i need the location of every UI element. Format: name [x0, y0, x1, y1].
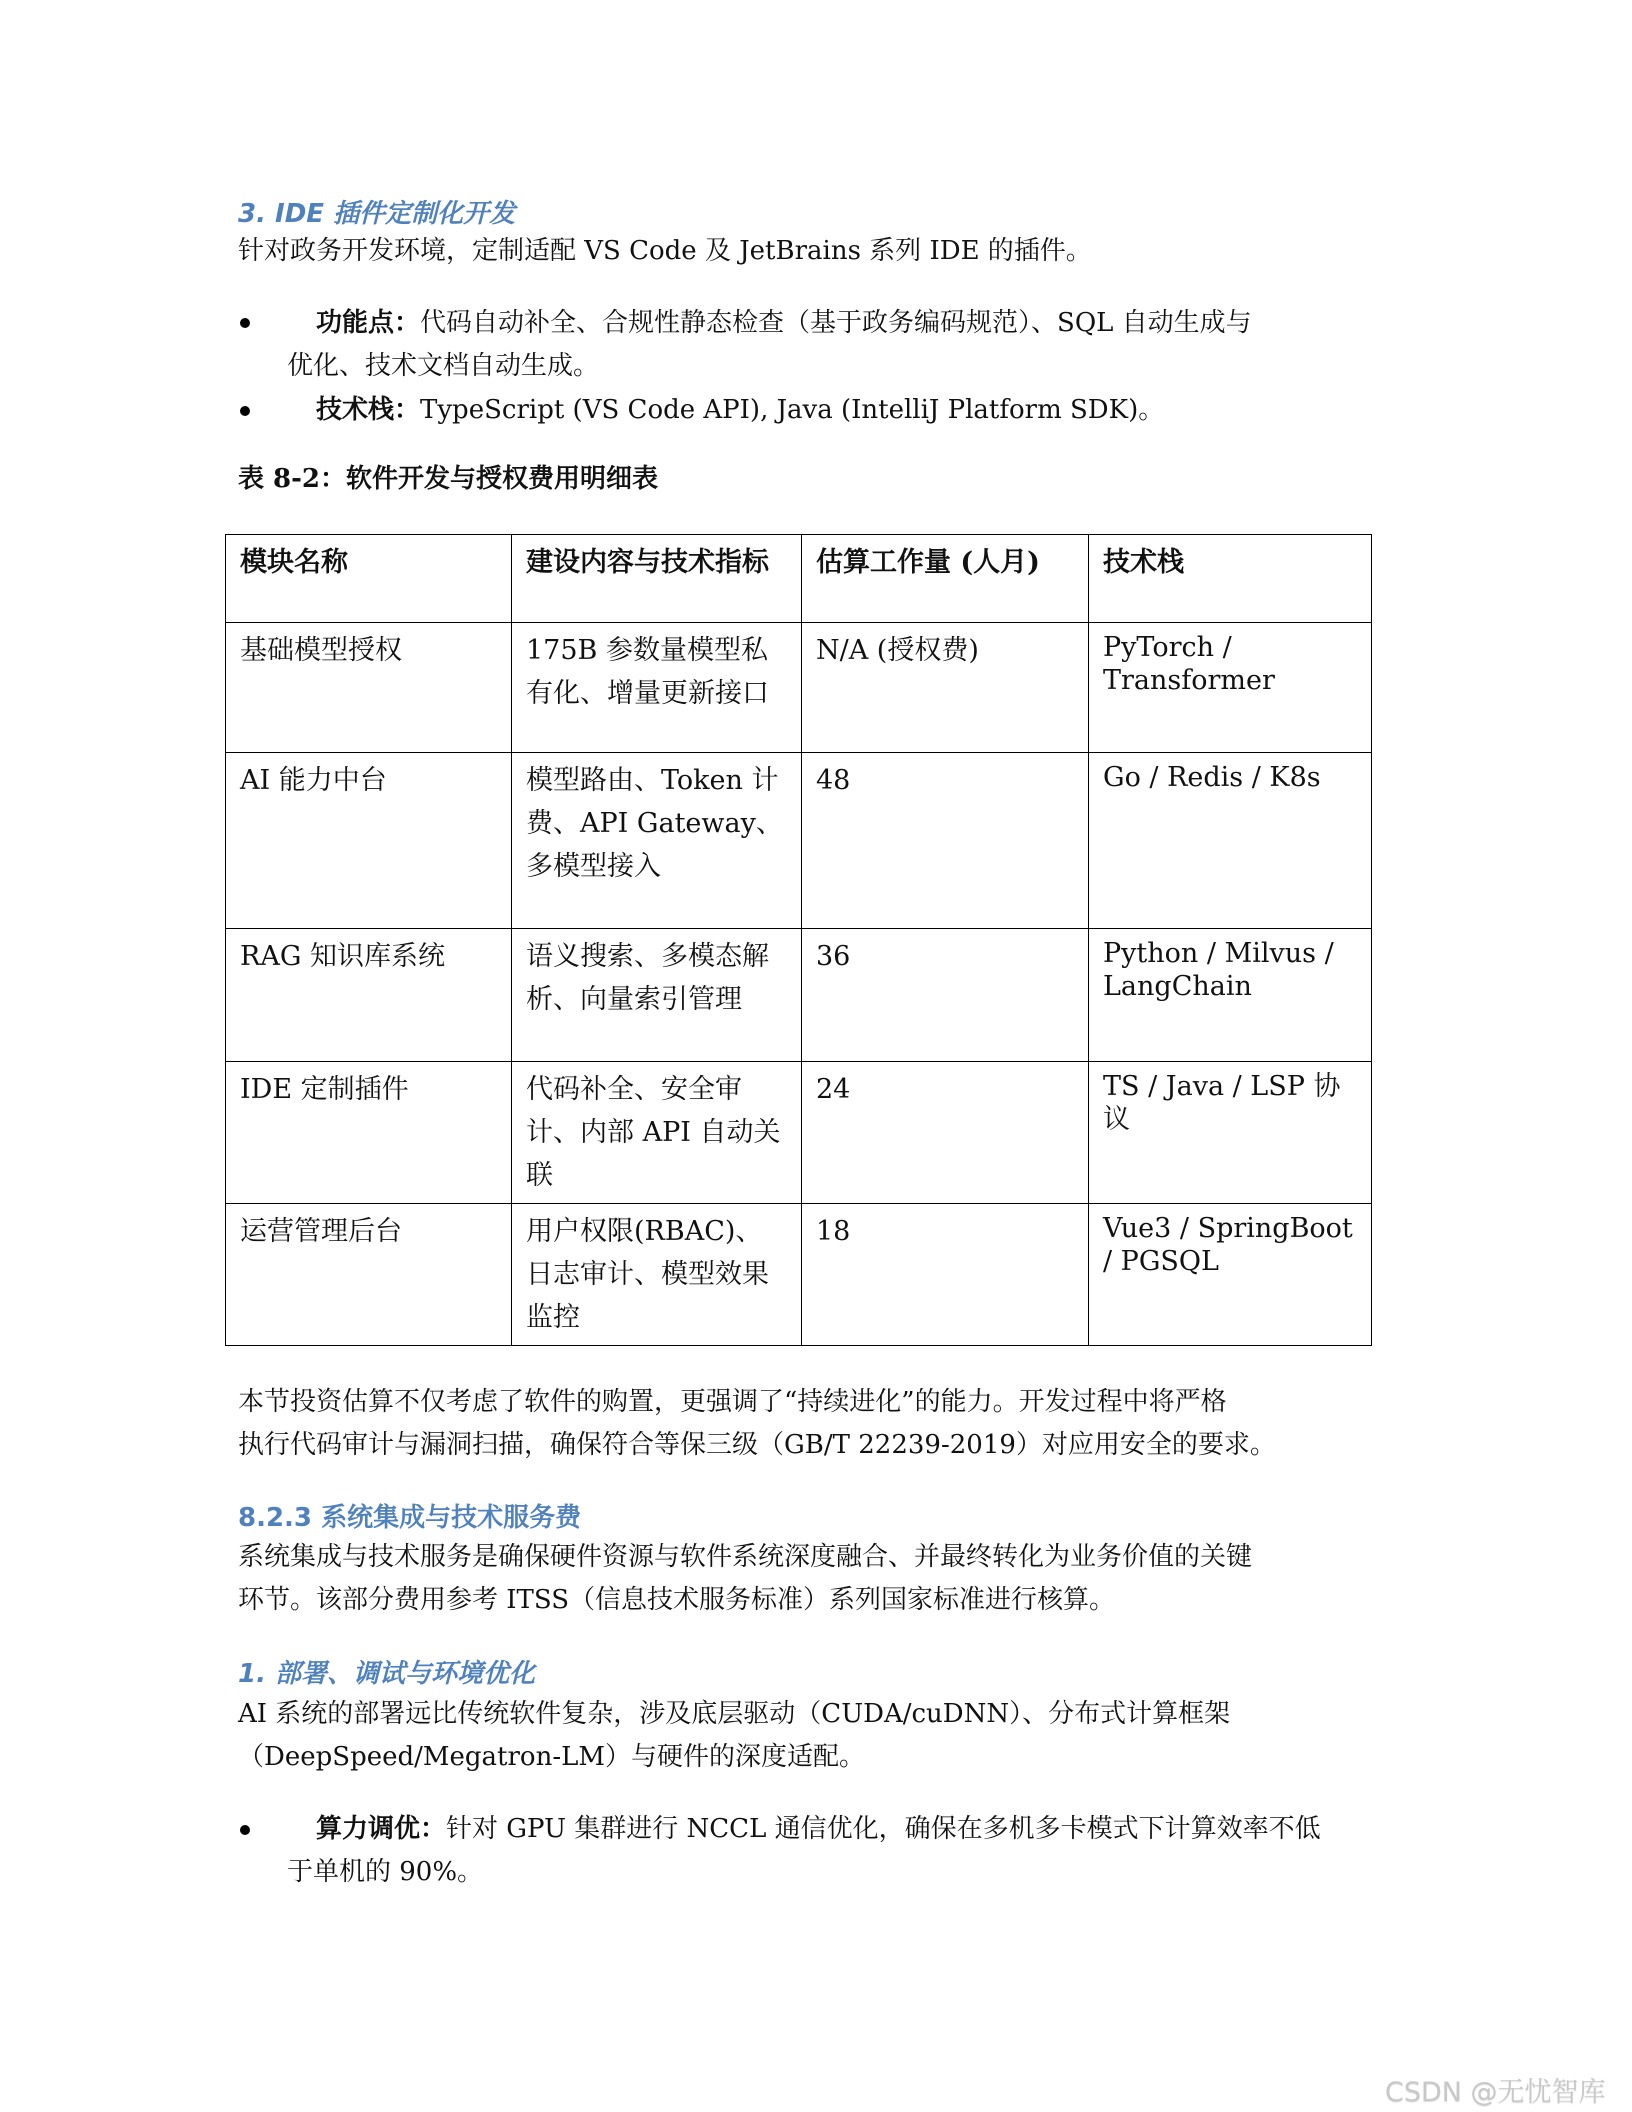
- bullet-text: 代码自动补全、合规性静态检查（基于政务编码规范）、SQL 自动生成与: [420, 308, 1252, 338]
- header-module: 模块名称: [226, 535, 512, 623]
- deployment-line1: AI 系统的部署远比传统软件复杂，涉及底层驱动（CUDA/cuDNN）、分布式计算框架: [238, 1699, 1231, 1729]
- cell-effort: N/A (授权费): [802, 623, 1089, 753]
- cell-stack: TS / Java / LSP 协议: [1089, 1062, 1372, 1204]
- bullet-label: 技术栈：: [316, 395, 421, 425]
- cell-module: 基础模型授权: [226, 623, 512, 753]
- cell-content: 模型路由、Token 计费、API Gateway、多模型接入: [512, 753, 802, 929]
- table-caption: 表 8-2：软件开发与授权费用明细表: [238, 464, 659, 494]
- cell-stack: Go / Redis / K8s: [1089, 753, 1372, 929]
- cell-stack: Vue3 / SpringBoot / PGSQL: [1089, 1204, 1372, 1346]
- section-heading-8-2-3: 8.2.3 系统集成与技术服务费: [238, 1503, 582, 1533]
- section-8-2-3-line1: 系统集成与技术服务是确保硬件资源与软件系统深度融合、并最终转化为业务价值的关键: [238, 1542, 1253, 1572]
- section-8-2-3-line2: 环节。该部分费用参考 ITSS（信息技术服务标准）系列国家标准进行核算。: [238, 1585, 1116, 1615]
- cell-content: 175B 参数量模型私有化、增量更新接口: [512, 623, 802, 753]
- cell-content: 用户权限(RBAC)、日志审计、模型效果监控: [512, 1204, 802, 1346]
- table-row: [226, 753, 1372, 929]
- cell-stack: Python / Milvus / LangChain: [1089, 929, 1372, 1062]
- cell-content: 代码补全、安全审计、内部 API 自动关联: [512, 1062, 802, 1204]
- table-header-row: [226, 535, 1372, 623]
- table-row: [226, 1204, 1372, 1346]
- bullet-text: TypeScript (VS Code API), Java (IntelliJ Platform SDK)。: [420, 395, 1165, 425]
- header-effort: 估算工作量 (人月): [802, 535, 1089, 623]
- cell-stack: PyTorch / Transformer: [1089, 623, 1372, 753]
- bullet-text: 针对 GPU 集群进行 NCCL 通信优化，确保在多机多卡模式下计算效率不低: [446, 1814, 1321, 1844]
- section-intro: 针对政务开发环境，定制适配 VS Code 及 JetBrains 系列 IDE 的插件。: [238, 236, 1092, 266]
- cell-effort: 36: [802, 929, 1089, 1062]
- bullet-label: 功能点：: [316, 308, 421, 338]
- table-row: [226, 623, 1372, 753]
- bullet-compute-tuning-line1: [316, 1808, 1321, 1851]
- table-row: [226, 929, 1372, 1062]
- cell-effort: 18: [802, 1204, 1089, 1346]
- bullet-compute-tuning-line2: 于单机的 90%。: [287, 1857, 484, 1887]
- bullet-label: 算力调优：: [316, 1814, 447, 1844]
- bullet-techstack: [316, 389, 1164, 432]
- cost-detail-table: [225, 534, 1372, 1346]
- cell-module: AI 能力中台: [226, 753, 512, 929]
- header-stack: 技术栈: [1089, 535, 1372, 623]
- cell-effort: 48: [802, 753, 1089, 929]
- cell-module: RAG 知识库系统: [226, 929, 512, 1062]
- csdn-watermark: CSDN @无忧智库: [1385, 2077, 1606, 2108]
- deployment-line2: （DeepSpeed/Megatron-LM）与硬件的深度适配。: [238, 1742, 865, 1772]
- cell-module: IDE 定制插件: [226, 1062, 512, 1204]
- bullet-features-line2: 优化、技术文档自动生成。: [287, 351, 600, 381]
- summary-line1: 本节投资估算不仅考虑了软件的购置，更强调了“持续进化”的能力。开发过程中将严格: [238, 1387, 1227, 1417]
- bullet-icon: [240, 318, 250, 328]
- cell-effort: 24: [802, 1062, 1089, 1204]
- summary-line2: 执行代码审计与漏洞扫描，确保符合等保三级（GB/T 22239-2019）对应用安全的要求。: [238, 1430, 1276, 1460]
- table-row: [226, 1062, 1372, 1204]
- bullet-features-line1: [316, 302, 1252, 345]
- cell-module: 运营管理后台: [226, 1204, 512, 1346]
- header-content: 建设内容与技术指标: [512, 535, 802, 623]
- bullet-icon: [240, 1825, 250, 1835]
- section-heading-deployment: 1. 部署、调试与环境优化: [238, 1659, 536, 1689]
- section-heading-ide-plugin: 3. IDE 插件定制化开发: [238, 199, 516, 229]
- bullet-icon: [240, 406, 250, 416]
- cell-content: 语义搜索、多模态解析、向量索引管理: [512, 929, 802, 1062]
